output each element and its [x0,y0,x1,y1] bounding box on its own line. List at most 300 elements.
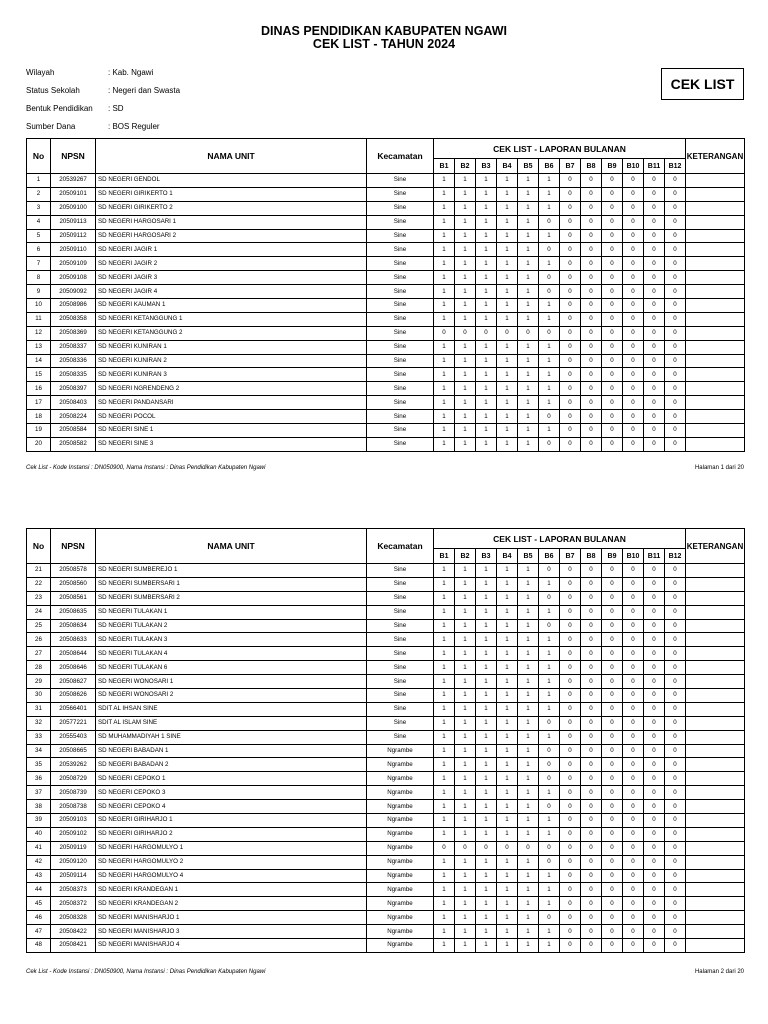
cell-nama-unit: SD NEGERI GIRIKERTO 2 [96,201,367,215]
cell-month-status: 1 [434,285,455,299]
cell-month-status: 0 [560,396,581,410]
cell-month-status: 1 [476,229,497,243]
cell-month-status: 0 [581,368,602,382]
cell-kecamatan: Ngrambe [367,744,434,758]
cell-month-status: 0 [602,619,623,633]
cell-month-status: 0 [602,187,623,201]
cell-month-status: 0 [560,201,581,215]
cell-month-status: 1 [455,869,476,883]
footer-institution: Cek List - Kode Instansi : DN050900, Nama Instansi : Dinas Pendidikan Kabupaten Ngawi [26,465,266,471]
cell-nama-unit: SD NEGERI SINE 1 [96,424,367,438]
cell-month-status: 1 [497,243,518,257]
cell-month-status: 1 [434,744,455,758]
cell-month-status: 0 [602,675,623,689]
col-header-month: B10 [623,549,644,564]
cell-month-status: 0 [602,786,623,800]
cell-month-status: 0 [581,702,602,716]
cell-month-status: 0 [623,410,644,424]
cell-month-status: 1 [434,577,455,591]
cell-month-status: 0 [602,827,623,841]
cell-month-status: 1 [455,758,476,772]
cell-nama-unit: SD NEGERI TULAKAN 6 [96,661,367,675]
cell-month-status: 0 [497,326,518,340]
col-header-laporan-bulanan: CEK LIST - LAPORAN BULANAN [434,139,686,159]
cell-month-status: 1 [455,675,476,689]
table-row [27,257,745,271]
cell-month-status: 0 [665,925,686,939]
cell-month-status: 0 [644,174,665,188]
col-header-month: B7 [560,549,581,564]
table-row [27,800,745,814]
cell-month-status: 0 [602,326,623,340]
cell-month-status: 1 [455,410,476,424]
cell-month-status: 0 [644,730,665,744]
cell-no: 24 [27,605,51,619]
cell-npsn: 20508986 [51,299,96,313]
cell-month-status: 0 [602,410,623,424]
cell-npsn: 20508729 [51,772,96,786]
cell-month-status: 1 [476,312,497,326]
cell-month-status: 0 [581,800,602,814]
cell-month-status: 0 [560,689,581,703]
cell-month-status: 1 [518,243,539,257]
cell-month-status: 0 [560,437,581,451]
cell-month-status: 0 [644,564,665,578]
cell-npsn: 20508578 [51,564,96,578]
cell-month-status: 0 [602,174,623,188]
table-row [27,285,745,299]
cell-month-status: 0 [602,897,623,911]
cell-month-status: 1 [455,299,476,313]
cell-month-status: 0 [602,215,623,229]
cell-month-status: 0 [665,215,686,229]
cell-month-status: 0 [644,827,665,841]
cell-month-status: 1 [455,939,476,953]
cell-month-status: 0 [560,215,581,229]
cell-month-status: 1 [518,591,539,605]
cell-month-status: 1 [476,800,497,814]
cell-month-status: 1 [434,243,455,257]
cell-month-status: 0 [560,605,581,619]
cell-month-status: 0 [602,744,623,758]
cell-month-status: 0 [665,285,686,299]
cell-month-status: 0 [623,744,644,758]
cell-month-status: 1 [455,814,476,828]
cell-month-status: 1 [434,939,455,953]
cell-keterangan [686,647,745,661]
cell-month-status: 1 [455,800,476,814]
cell-month-status: 0 [560,382,581,396]
cell-no: 3 [27,201,51,215]
cell-month-status: 0 [602,841,623,855]
cell-month-status: 0 [581,187,602,201]
cell-month-status: 0 [581,939,602,953]
cell-month-status: 1 [455,354,476,368]
cell-npsn: 20508561 [51,591,96,605]
cell-month-status: 1 [497,702,518,716]
page-footer-1 [26,465,744,471]
cell-month-status: 0 [665,744,686,758]
cell-month-status: 0 [665,939,686,953]
cell-month-status: 1 [518,437,539,451]
cell-month-status: 0 [644,215,665,229]
meta-row-status [26,81,180,99]
table-row [27,841,745,855]
cell-month-status: 0 [623,312,644,326]
cell-month-status: 1 [518,716,539,730]
cell-month-status: 1 [539,647,560,661]
table-row [27,564,745,578]
cell-keterangan [686,605,745,619]
table-row [27,619,745,633]
cell-no: 10 [27,299,51,313]
col-header-keterangan: KETERANGAN [686,529,745,564]
cell-npsn: 20509092 [51,285,96,299]
cell-month-status: 1 [434,564,455,578]
cell-month-status: 1 [497,730,518,744]
cell-kecamatan: Sine [367,368,434,382]
cell-no: 21 [27,564,51,578]
cell-month-status: 1 [497,299,518,313]
cell-month-status: 1 [476,689,497,703]
cell-kecamatan: Ngrambe [367,758,434,772]
cell-month-status: 1 [476,340,497,354]
cell-month-status: 0 [623,647,644,661]
col-header-month: B8 [581,549,602,564]
cell-kecamatan: Ngrambe [367,841,434,855]
cell-month-status: 0 [602,661,623,675]
table-row [27,911,745,925]
col-header-month: B9 [602,159,623,174]
cell-month-status: 0 [539,285,560,299]
cell-month-status: 0 [623,577,644,591]
col-header-month: B12 [665,159,686,174]
cell-npsn: 20509114 [51,869,96,883]
cell-month-status: 1 [497,897,518,911]
cell-month-status: 1 [518,368,539,382]
cell-month-status: 1 [497,229,518,243]
cell-month-status: 0 [539,591,560,605]
cell-month-status: 0 [581,786,602,800]
cell-nama-unit: SD NEGERI CEPOKO 3 [96,786,367,800]
cell-month-status: 0 [623,229,644,243]
table-row [27,827,745,841]
cell-keterangan [686,201,745,215]
cell-month-status: 1 [518,605,539,619]
cell-month-status: 1 [455,619,476,633]
cell-kecamatan: Sine [367,424,434,438]
cell-month-status: 1 [518,354,539,368]
table-row [27,368,745,382]
table-row [27,883,745,897]
cell-keterangan [686,285,745,299]
cell-month-status: 1 [497,605,518,619]
cell-month-status: 0 [623,800,644,814]
cell-month-status: 1 [497,271,518,285]
cell-kecamatan: Sine [367,229,434,243]
cell-month-status: 1 [518,911,539,925]
cell-keterangan [686,675,745,689]
col-header-month: B6 [539,549,560,564]
cell-no: 32 [27,716,51,730]
cell-month-status: 0 [539,800,560,814]
cell-month-status: 1 [497,437,518,451]
cell-month-status: 0 [581,424,602,438]
col-header-month: B11 [644,549,665,564]
cell-npsn: 20509102 [51,827,96,841]
cell-month-status: 1 [497,312,518,326]
cell-month-status: 0 [602,772,623,786]
cell-month-status: 1 [476,605,497,619]
cell-month-status: 0 [665,257,686,271]
cell-month-status: 1 [476,382,497,396]
table-row [27,702,745,716]
cell-npsn: 20508582 [51,437,96,451]
table-row [27,661,745,675]
cell-no: 4 [27,215,51,229]
cell-nama-unit: SD NEGERI KUNIRAN 2 [96,354,367,368]
cell-month-status: 0 [539,619,560,633]
cell-month-status: 1 [476,647,497,661]
cell-kecamatan: Sine [367,591,434,605]
cell-keterangan [686,187,745,201]
cell-month-status: 0 [602,689,623,703]
cell-month-status: 1 [497,911,518,925]
cell-month-status: 1 [518,410,539,424]
cell-kecamatan: Sine [367,716,434,730]
cell-month-status: 0 [539,215,560,229]
cell-month-status: 0 [623,633,644,647]
col-header-npsn: NPSN [51,529,96,564]
cell-month-status: 0 [644,661,665,675]
cell-month-status: 0 [644,716,665,730]
cell-keterangan [686,661,745,675]
cell-nama-unit: SD NEGERI MANISHARJO 4 [96,939,367,953]
cell-month-status: 1 [476,215,497,229]
cell-month-status: 1 [476,939,497,953]
cell-keterangan [686,897,745,911]
cell-month-status: 1 [434,758,455,772]
cell-month-status: 0 [644,772,665,786]
cell-no: 31 [27,702,51,716]
cell-month-status: 0 [560,855,581,869]
cell-month-status: 1 [476,869,497,883]
cell-month-status: 1 [539,382,560,396]
cell-keterangan [686,772,745,786]
cell-npsn: 20509100 [51,201,96,215]
cell-keterangan [686,577,745,591]
cell-month-status: 0 [539,841,560,855]
cell-no: 18 [27,410,51,424]
cell-keterangan [686,619,745,633]
cell-month-status: 1 [518,382,539,396]
cell-month-status: 1 [497,619,518,633]
cell-month-status: 1 [476,855,497,869]
cell-nama-unit: SD NEGERI TULAKAN 4 [96,647,367,661]
cell-month-status: 1 [518,285,539,299]
cell-month-status: 1 [434,716,455,730]
cell-month-status: 1 [539,312,560,326]
cell-keterangan [686,591,745,605]
cell-month-status: 1 [518,647,539,661]
cell-nama-unit: SD NEGERI GIRIKERTO 1 [96,187,367,201]
cell-kecamatan: Sine [367,661,434,675]
cell-keterangan [686,869,745,883]
cell-keterangan [686,368,745,382]
cell-month-status: 0 [644,702,665,716]
cell-month-status: 0 [560,827,581,841]
cell-month-status: 0 [581,299,602,313]
cell-month-status: 1 [476,911,497,925]
cell-no: 23 [27,591,51,605]
cell-kecamatan: Sine [367,410,434,424]
cell-month-status: 1 [455,396,476,410]
cell-month-status: 0 [623,702,644,716]
cell-month-status: 0 [602,591,623,605]
cell-keterangan [686,354,745,368]
cell-nama-unit: SD NEGERI TULAKAN 3 [96,633,367,647]
cell-no: 36 [27,772,51,786]
cell-month-status: 0 [644,326,665,340]
cell-month-status: 0 [665,243,686,257]
cell-month-status: 1 [539,201,560,215]
cell-no: 47 [27,925,51,939]
cell-month-status: 0 [644,299,665,313]
cell-month-status: 1 [518,939,539,953]
cell-month-status: 1 [539,187,560,201]
cell-keterangan [686,827,745,841]
col-header-month: B9 [602,549,623,564]
cell-month-status: 0 [581,201,602,215]
cell-nama-unit: SD NEGERI CEPOKO 4 [96,800,367,814]
cell-month-status: 0 [623,215,644,229]
cell-nama-unit: SD NEGERI JAGIR 1 [96,243,367,257]
cell-month-status: 0 [602,243,623,257]
table-row [27,939,745,953]
cell-month-status: 1 [518,800,539,814]
cell-month-status: 1 [455,661,476,675]
cell-no: 25 [27,619,51,633]
cell-month-status: 1 [518,827,539,841]
cell-month-status: 1 [455,827,476,841]
cell-nama-unit: SD NEGERI GIRIHARJO 2 [96,827,367,841]
cell-nama-unit: SDIT AL IHSAN SINE [96,702,367,716]
cell-kecamatan: Sine [367,675,434,689]
cell-keterangan [686,257,745,271]
cell-kecamatan: Ngrambe [367,814,434,828]
cell-month-status: 1 [455,424,476,438]
cell-month-status: 0 [560,591,581,605]
cell-nama-unit: SD NEGERI KUNIRAN 1 [96,340,367,354]
cell-month-status: 1 [434,605,455,619]
cell-month-status: 1 [476,827,497,841]
cell-month-status: 1 [518,215,539,229]
cell-month-status: 0 [539,564,560,578]
cell-kecamatan: Ngrambe [367,772,434,786]
cell-month-status: 1 [434,271,455,285]
cell-month-status: 1 [518,187,539,201]
cell-keterangan [686,424,745,438]
cell-month-status: 0 [581,174,602,188]
cell-month-status: 0 [665,229,686,243]
cell-month-status: 0 [581,410,602,424]
cell-month-status: 0 [623,883,644,897]
cell-month-status: 0 [602,883,623,897]
cell-month-status: 0 [602,939,623,953]
cell-nama-unit: SD NEGERI NGRENDENG 2 [96,382,367,396]
cell-month-status: 0 [665,883,686,897]
cell-month-status: 0 [560,243,581,257]
cell-month-status: 0 [665,633,686,647]
cell-month-status: 0 [602,800,623,814]
cell-no: 6 [27,243,51,257]
cell-month-status: 1 [476,564,497,578]
cell-no: 15 [27,368,51,382]
cell-month-status: 0 [602,911,623,925]
cell-nama-unit: SD NEGERI SINE 3 [96,437,367,451]
cell-month-status: 0 [644,800,665,814]
cell-no: 9 [27,285,51,299]
cell-month-status: 0 [560,883,581,897]
cell-month-status: 1 [518,869,539,883]
cell-month-status: 0 [560,730,581,744]
cell-month-status: 0 [623,354,644,368]
cell-npsn: 20508644 [51,647,96,661]
cell-month-status: 1 [476,410,497,424]
cell-month-status: 0 [581,605,602,619]
cell-no: 41 [27,841,51,855]
cell-month-status: 1 [434,827,455,841]
cell-month-status: 0 [560,312,581,326]
cell-month-status: 0 [665,619,686,633]
cell-month-status: 0 [560,786,581,800]
cell-month-status: 0 [560,897,581,911]
col-header-month: B1 [434,159,455,174]
cell-no: 8 [27,271,51,285]
cell-no: 20 [27,437,51,451]
cell-month-status: 0 [602,368,623,382]
meta-label: Bentuk Pendidikan [26,103,93,113]
meta-value: : Negeri dan Swasta [108,85,181,95]
cell-month-status: 1 [434,869,455,883]
cell-month-status: 1 [518,814,539,828]
cell-month-status: 0 [581,883,602,897]
cell-month-status: 0 [623,605,644,619]
cell-month-status: 0 [560,869,581,883]
cell-month-status: 1 [476,897,497,911]
cell-month-status: 1 [497,855,518,869]
cell-month-status: 0 [623,285,644,299]
document-title-line1: DINAS PENDIDIKAN KABUPATEN NGAWI [260,24,508,38]
cell-nama-unit: SD NEGERI WONOSARI 2 [96,689,367,703]
cell-month-status: 1 [455,744,476,758]
cell-month-status: 0 [623,340,644,354]
cell-keterangan [686,814,745,828]
cell-month-status: 0 [581,661,602,675]
cell-npsn: 20508422 [51,925,96,939]
cell-month-status: 1 [476,772,497,786]
cell-month-status: 1 [476,925,497,939]
cell-month-status: 1 [476,814,497,828]
cell-month-status: 1 [476,437,497,451]
cell-month-status: 0 [581,312,602,326]
meta-label: Sumber Dana [26,121,76,131]
cell-month-status: 1 [455,312,476,326]
cell-month-status: 0 [602,702,623,716]
cell-kecamatan: Sine [367,299,434,313]
cell-month-status: 0 [665,340,686,354]
cell-month-status: 0 [665,577,686,591]
